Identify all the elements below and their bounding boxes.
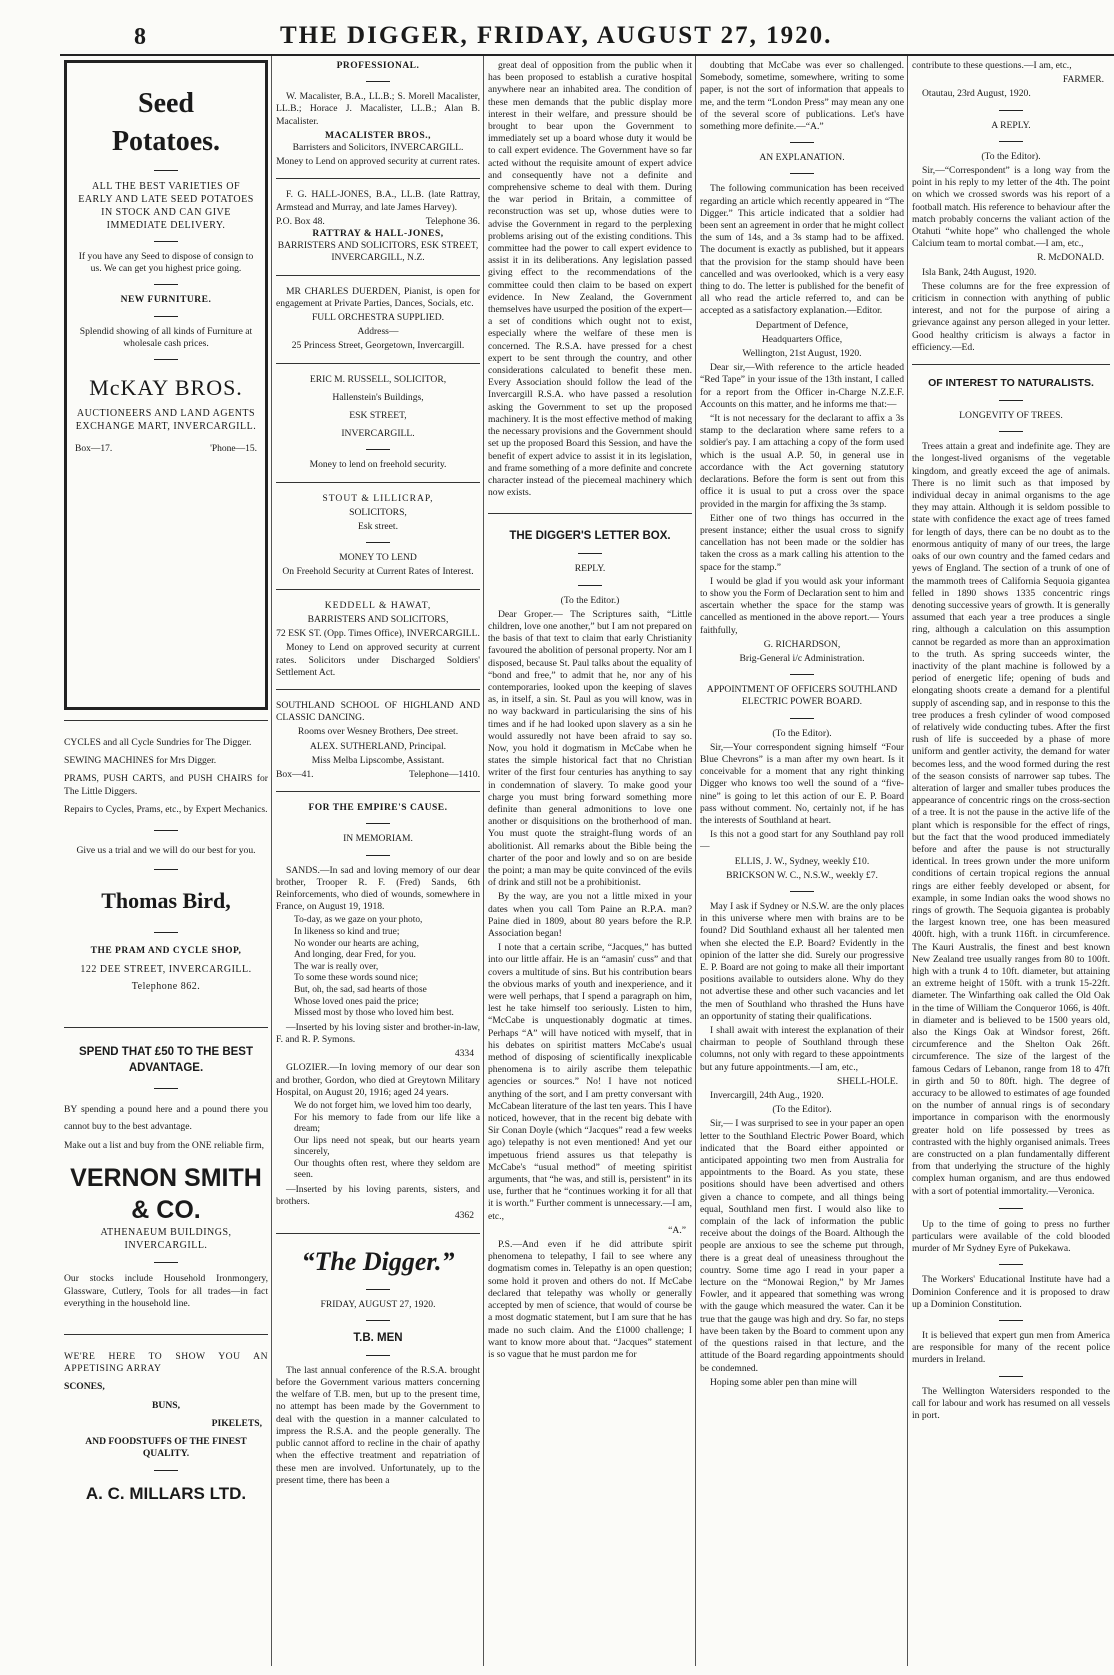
column-1 (64, 60, 268, 1660)
firm-line: AUCTIONEERS AND LAND AGENTS (76, 408, 256, 420)
letter-body: Dear sir,—With reference to the article headed “Red Tape” in your issue of the 13th instant, I called for a report from the Officer in-Charge N.Z.E.F. Accounts on this matter, and he informs me that:— (700, 362, 904, 410)
letter-date: Invercargill, 24th Aug., 1920. (710, 1090, 824, 1102)
ad-line: AND FOODSTUFFS OF THE FINEST QUALITY. (85, 1436, 247, 1460)
article-body: The last annual conference of the R.S.A. brought before the Government various matters concerning the welfare of T.B. men, but up to the present time, no attempt has been made by the Government to deal with the question in a manner calculated to impress the R.S.A. and the people generally. The public cannot afford to recline in the chair of apathy when the effective treatment and repatriation of these men are involved. Unfortunately, up to the present time, there has been a (276, 1364, 480, 1486)
letter-salutation: (To the Editor). (772, 1104, 832, 1116)
firm-name: RATTRAY & HALL-JONES, (312, 229, 444, 240)
phone-number: 'Phone—15. (210, 444, 257, 455)
column-divider (907, 56, 908, 1666)
article-body: The following communication has been received regarding an article which recently appeared in “The Digger.” This article indicated that a soldier had been sent an agreement in order that he might collect the sum of 14s, and a 3s stamp had to be affixed. The document is exactly as published, but it appears that the provision for the stamp should have been cancelled and was overlooked, which is a very easy thing to do. The letter is published for the benefit of all who read the article referred to, and can be accepted as a satisfactory explanation.—Editor. (700, 183, 904, 317)
ad-body: Money to Lend on approved security at current rates. (276, 156, 480, 168)
letter-body: By the way, are you not a little mixed in your dates when you call Tom Paine an R.P.A. man? Paine died in 1809, about 80 years before the R.P. Association began! (488, 891, 692, 939)
ad-body: Hallenstein's Buildings, (332, 391, 424, 403)
column-4 (700, 60, 904, 1660)
ad-body: Money to Lend on approved security at current rates. Solicitors under Discharged Soldiers' Settlement Act. (276, 642, 480, 678)
ad-body: BARRISTERS AND SOLICITORS, ESK STREET, INVERCARGILL, N.Z. (277, 240, 479, 264)
shop-address: 122 DEE STREET, INVERCARGILL. (80, 964, 252, 976)
ad-note: If you have any Seed to dispose of consign to us. We can get you highest price going. (78, 251, 254, 275)
ad-body: Our stocks include Household Ironmongery, Glassware, Cutlery, Tools for all trades—in fact everything in the household line. (64, 1273, 268, 1309)
ad-body: 25 Princess Street, Georgetown, Invercargill. (291, 340, 465, 352)
editor-note: These columns are for the free expression of criticism in connection with anything of public interest, and not for the purpose of airing a grievance against any person alleged in your letter. Good healthy criticism is always a factor in efficiency.—Ed. (912, 280, 1110, 353)
ad-line: SCONES, (64, 1381, 105, 1393)
letter-body: doubting that McCabe was ever so challenged. Somebody, sometime, somewhere, writing to some paper, is not the sort of information that appeals to me, and the term “London Press” may mean any one of the several score of publications. Let's have something more definite.—“A.” (700, 60, 904, 133)
letter-body: I would be glad if you would ask your informant to show you the Form of Declaration sent to him and ascertain whether the space for the stamp was cancelled as mentioned in the above report.— Yours faithfully, (700, 575, 904, 636)
letter-address: Department of Defence, (755, 319, 849, 331)
shop-telephone: Telephone 862. (131, 981, 201, 993)
letter-salutation: (To the Editor.) (560, 594, 620, 606)
section-heading: FOR THE EMPIRE'S CAUSE. (308, 803, 448, 814)
ad-body: MR CHARLES DUERDEN, Pianist, is open for engagement at Private Parties, Dances, Socials, etc. (276, 285, 480, 309)
letter-body: I shall await with interest the explanation of their chairman to people of Southland through these columns, not only with regard to these appointments but any future appointments.—I am, etc., (700, 1025, 904, 1073)
news-item: Up to the time of going to press no further particulars were available of the cold blooded murder of Mr Sydney Eyre of Pukekawa. (912, 1218, 1110, 1255)
ad-subheading: NEW FURNITURE. (120, 295, 212, 306)
section-heading: OF INTEREST TO NATURALISTS. (928, 377, 1094, 390)
ad-body: Rooms over Wesney Brothers, Dee street. (297, 726, 459, 738)
ad-body: FULL ORCHESTRA SUPPLIED. (311, 312, 445, 324)
ad-heading: Seed (138, 88, 194, 119)
letter-signature: SHELL-HOLE. (836, 1075, 898, 1087)
box-number: P.O. Box 48. (276, 215, 325, 227)
ad-body: INVERCARGILL. (341, 428, 415, 440)
ad-body: MONEY TO LEND (339, 552, 417, 564)
ad-line: CYCLES and all Cycle Sundries for The Digger. (64, 737, 252, 748)
memoriam-credit: —Inserted by his loving parents, sisters, and brothers. (276, 1184, 480, 1208)
ad-body: SOUTHLAND SCHOOL OF HIGHLAND AND CLASSIC DANCING. (276, 699, 480, 724)
article-heading: AN EXPLANATION. (759, 152, 845, 164)
ad-body: Money to lend on freehold security. (309, 459, 447, 471)
memoriam-notice: GLOZIER.—In loving memory of our dear son and brother, Gordon, who died at Greytown Military Hospital, on August 20, 1916; aged 24 years. (276, 1062, 480, 1098)
letter-body: Is this not a good start for any Southland pay roll— (700, 829, 904, 853)
notice-number: 4362 (454, 1210, 474, 1222)
ad-body: ALL THE BEST VARIETIES OF EARLY AND LATE SEED POTATOES IN STOCK AND CAN GIVE IMMEDIATE DELIVERY. (78, 181, 254, 231)
ad-line: SEWING MACHINES for Mrs Digger. (64, 755, 217, 767)
ad-line: Repairs to Cycles, Prams, etc., by Expert Mechanics. (64, 803, 268, 815)
memoriam-notice: SANDS.—In sad and loving memory of our dear brother, Trooper R. F. (Fred) Sands, 6th Reinforcements, who died of wounds, somewhere in France, on August 19, 1918. (276, 864, 480, 913)
letter-date: Isla Bank, 24th August, 1920. (922, 266, 1037, 278)
firm-name: A. C. MILLARS LTD. (85, 1484, 247, 1504)
editorial-masthead: “The Digger.” (301, 1246, 455, 1276)
ad-body: Esk street. (358, 521, 398, 533)
ad-body: SOLICITORS, (349, 506, 407, 518)
phone-number: Telephone 36. (425, 215, 480, 227)
letter-address: Wellington, 21st August, 1920. (742, 348, 862, 360)
editorial-date: FRIDAY, AUGUST 27, 1920. (320, 1298, 436, 1310)
ad-body: On Freehold Security at Current Rates of Interest. (282, 566, 474, 578)
newspaper-title: THE DIGGER, FRIDAY, AUGUST 27, 1920. (280, 22, 833, 49)
firm-name: McKAY BROS. (89, 375, 243, 401)
page-number: 8 (134, 24, 146, 50)
firm-line: EXCHANGE MART, INVERCARGILL. (75, 421, 257, 433)
letter-heading: REPLY. (574, 563, 606, 575)
letter-salutation: (To the Editor). (981, 150, 1041, 162)
letter-heading: A REPLY. (991, 119, 1031, 131)
letter-date: Otautau, 23rd August, 1920. (922, 88, 1031, 100)
article-heading: LONGEVITY OF TREES. (959, 410, 1063, 422)
letter-body: Hoping some abler pen than mine will (710, 1376, 858, 1388)
ad-body: Make out a list and buy from the ONE reliable firm, (64, 1140, 265, 1152)
firm-address: ATHENAEUM BUILDINGS, (100, 1227, 232, 1239)
letter-body: Dear Groper.— The Scriptures saith, “Little children, love one another,” but I am not prepared on the basis of that text to claim that early Christianity favoured the abolition of personal property. Nor am I disposed, because St. Paul talks about the equality of “bond and free,” to admit that he, nor any of his contemporaries, looked upon the keeping of slaves as, in itself, a sin. St. Paul as you will know, was in no way backward in particularising the sins of his times and if he had looked upon slavery as a sin he would assuredly not have been afraid to say so. Now, you hold it dogmatism in McCabe when he states the simple historical fact that no Christian writer of the first four centuries has anything to say in condemnation of slavery. To make good your charge you must bring forward something more definite than general admonitions to love one another or disquisitions on the brotherhood of man. You must quote the straight-flung words of an abolitionist. All remarks about the Bible being the charter of the poor and lowly and so on are beside the point; a man may be quite convinced of the evils of drink and still not be a prohibitionist. (488, 608, 692, 889)
pay-roll-entry: ELLIS, J. W., Sydney, weekly £10. (734, 855, 870, 867)
firm-name: KEDDELL & HAWAT, (324, 599, 432, 611)
firm-name: Thomas Bird, (101, 888, 231, 914)
box-number: Box—41. (276, 768, 314, 780)
memoriam-poem: To-day, as we gaze on your photo, In likeness so kind and true; No wonder our hearts are aching, And longing, dear Fred, for you. The war is really over, To some these words sound nice; But, oh, the sad, sad hearts of those Whose loved ones paid the price; Missed most by those who loved him best. (294, 915, 454, 1019)
letter-signature: R. McDONALD. (1037, 252, 1104, 264)
section-heading: IN MEMORIAM. (343, 833, 413, 845)
letter-signature: FARMER. (1062, 74, 1104, 86)
firm-name: STOUT & LILLICRAP, (322, 492, 434, 504)
letter-salutation: (To the Editor). (772, 727, 832, 739)
letter-signature: G. RICHARDSON, (763, 638, 841, 650)
memoriam-poem: We do not forget him, we loved him too dearly, For his memory to fade from our life like a dream; Our lips need not speak, but our hearts yearn sincerely, Our thoughts often rest, where they seldom are seen. (294, 1100, 480, 1181)
ad-line: BUNS, (152, 1399, 180, 1411)
firm-name: ERIC M. RUSSELL, SOLICITOR, (309, 373, 447, 385)
ad-body: Address— (357, 326, 399, 338)
news-item: It is believed that expert gun men from America are responsible for many of the recent police murders in Ireland. (912, 1330, 1110, 1366)
firm-name: MACALISTER BROS., (325, 130, 431, 141)
ad-heading: Potatoes. (111, 126, 221, 157)
box-number: Box—17. (75, 444, 113, 455)
column-5 (912, 60, 1110, 1660)
article-heading: T.B. MEN (353, 1331, 403, 1344)
letter-body: Either one of two things has occurred in the present instance; either the usual cross to signify cancellation has not been made or the soldier has taken the cross as a mark calling his attention to the space for the stamp.” (700, 512, 904, 573)
masthead-rule (60, 54, 1114, 56)
letter-body: Sir,—“Correspondent” is a long way from the point in his reply to my letter of the 4th. The point on which we crossed swords was his report of a football match. His reference to behaviour after the match probably concerns the valiant action of the Otahuti “white hope” who challenged the whole Calcium team to mortal combat.—I am, etc., (912, 165, 1110, 250)
letter-body: contribute to these questions.—I am, etc., (912, 60, 1072, 71)
ad-note: Splendid showing of all kinds of Furniture at wholesale cash prices. (79, 325, 253, 349)
memoriam-credit: —Inserted by his loving sister and brother-in-law, F. and R. P. Symons. (276, 1021, 480, 1045)
ad-body: BARRISTERS AND SOLICITORS, (307, 613, 449, 625)
article-heading: APPOINTMENT OF OFFICERS SOUTHLAND ELECTRIC POWER BOARD. (706, 684, 898, 708)
ad-body: Miss Melba Lipscombe, Assistant. (311, 754, 445, 766)
letter-body: I note that a certain scribe, “Jacques,” has butted into our little affair. He is an “amasin' cuss” and that covers a multitude of sins. But his contribution bears the obvious marks of youth and inexperience, and it were well perhaps, that I spend a paragraph on him, lest he take himself too seriously. Listen to him, “McCabe is unquestionably dogmatic at times. Perhaps “A” will have noticed with myself, that in his debates on spiritist matters McCabe's usual method of disposing of scientifically inexplicable phenomena is to airily ascribe them telepathic agencies or sources.” No! I have not noticed anything of the sort, and I am pretty conversant with McCabean literature of the last ten years. This I have noticed, however, that in the recent big debate with Sir Conan Doyle (which “Jacques” read a few weeks ago) telepathy is not even mentioned! And yet our impetuous friend assures us that telepathy is McCabe's “usual method” of meeting spiritist arguments, that “he was, and still is, persistent” in its use, further that he “continues working it for all that it is worth.” Further comment is unnecessary.—I am, etc., (488, 942, 692, 1222)
ad-line: Give us a trial and we will do our best for you. (76, 845, 256, 857)
pay-roll-entry: BRICKSON W. C., N.S.W., weekly £7. (726, 869, 878, 881)
column-2 (276, 60, 480, 1660)
ad-body: W. Macalister, B.A., LL.B.; S. Morell Macalister, LL.B.; Horace J. Macalister, LL.B.; Alan B. Macalister. (276, 91, 480, 127)
firm-address: INVERCARGILL. (124, 1240, 208, 1252)
letter-body: Sir,— I was surprised to see in your paper an open letter to the Southland Electric Power Board, which indicated that the Board either appointed or anticipated appointing two men from Australia for appointments to the Board. As you state, these positions should have been advertised and others given a chance to compete, and all things being equal, Southland men first. I would also like to complain of the lack of information the public receive about the doings of the Board. Although the people are anxious to see the scheme put through, there is a great deal of uneasiness throughout the country. Some time ago I read in your paper a lecture on the “Monowai Region,” by Mr James Fowler, and it appeared that something was wrong with the gauge which measured the water. Can it be true that the gauge was high and dry. So far, no steps have been taken by the Board to comment upon any of the questions raised in that lecture, and the attitude of the Board regarding appointments should be condemned. (700, 1118, 904, 1374)
column-divider (271, 56, 272, 1666)
ad-body: BY spending a pound here and a pound there you cannot buy to the best advantage. (64, 1104, 268, 1133)
ad-body: ALEX. SUTHERLAND, Principal. (309, 740, 447, 752)
section-heading: THE DIGGER'S LETTER BOX. (509, 530, 671, 543)
letter-body: Sir,—Your correspondent signing himself “Four Blue Chevrons” is a man after my own heart. Is it conceivable for a moment that any right thinking Digger who knows too well the sound of a “five-nine” is going to let this action of our E. P. Board pass without comment. No, certainly not, if he has the interests of Southland at heart. (700, 741, 904, 826)
letter-signature: “A.” (668, 1224, 686, 1236)
ad-line: PRAMS, PUSH CARTS, and PUSH CHAIRS for The Little Diggers. (64, 773, 268, 797)
column-divider (483, 56, 484, 1666)
column-divider (695, 56, 696, 1666)
notice-number: 4334 (454, 1048, 474, 1060)
article-body: Trees attain a great and indefinite age. They are the longest-lived organisms of the vegetable kingdom, and greatly exceed the age of animals. There is no limit such as that imposed by individual decay in animal organisms to the age they may attain. Although it is seldom possible to state with confidence the exact age of trees famed for length of days, there can be no doubt as to the enormous antiquity of many of our trees, the large oaks of our own country and the famed cedars and yews of England. The section of a trunk of one of the mammoth trees of California Sequoia gigantea felled in 1890 shows 1335 concentric rings denoting successive years of growth. It is generally assumed that each year a tree produces a single ring, although a calculation on this assumption cannot be regarded as more than an approximation to the truth. As spring succeeds winter, the inactivity of the plant machine is followed by a period of energetic life; opening of buds and elongating shoots create a demand for a plentiful supply of ascending sap, and in response to this the tree produces a fresh cylinder of wood composed of relatively wide conducting tubes. After the first rush of life is succeeded by a phase of more uniform and gentler activity, the demand for water becomes less, and the wood formed during the rest of the season consists of narrower sap tubes. The alteration of larger and smaller tubes produces the appearance of concentric rings on the cross-section of a tree. It is not the pause in the active life of the plant which is responsible for the effect of rings, but the fact that the wood produced immediately before and after the pause is not structurally identical. In trees grown under the more uniform conditions of certain tropical regions the annual rings are either feebly developed or absent, for example, in some Indian oaks the wood shows no rings of growth. The Sequoia gigantea is probably the largest known tree, one has been measured 400ft. high, with a trunk 116ft. in circumference. The Kauri Australis, the finest and best known New Zealand tree usually ranges from 80 to 100ft. high with a trunk 4 to 10ft. diameter, but attaining an extreme height of 150ft. with a trunk 15-22ft. diameter. The Winfarthing oak called the Old Oak in the time of William the Conqueror 1066, is 40ft. in diameter and is believed to be 1500 years old, also the Kings Oak at Windsor forest, 26ft. circumference and the Shelton Oak 26ft. circumference. The size of the largest of the famous Cedars of Lebanon, range from 18 to 47ft in girth and 50 to 80ft. high. The degree of accuracy to be allowed to estimates of age founded on the number of annual rings is of secondary importance in comparison with the enormously greater hold on life possessed by trees as contrasted with the highly organised animals. Trees are constructed on a plan fundamentally different from that underlying the structure of the highly complex human organism, and are thus endowed with a sort of potential immortality.—Veronica. (912, 441, 1110, 1197)
ad-line: WE'RE HERE TO SHOW YOU AN APPETISING ARRAY (64, 1351, 268, 1375)
masthead (0, 22, 1114, 52)
ad-body: 72 ESK ST. (Opp. Times Office), INVERCARGILL. (276, 628, 480, 640)
shop-name: THE PRAM AND CYCLE SHOP, (90, 946, 242, 957)
news-item: The Workers' Educational Institute have had a Dominion Conference and it is proposed to draw up a Dominion Constitution. (912, 1274, 1110, 1310)
letter-address: Headquarters Office, (761, 333, 843, 345)
article-body: great deal of opposition from the public when it has been proposed to establish a curative hospital anywhere near an inhabited area. The condition of these men demands that the public display more interest in their welfare, and pressure should be brought to bear upon the Government to immediately set up a board whose duty it would be to call expert evidence. The Government have so far acted without the requisite amount of expert advice and consequently have not a definite and comprehensive scheme to deal with them. During the war period in Britain, a committee of reconstruction was set up, whose duties were to advise the Government in regard to the perplexing problems arising out of the existing conditions. This committee had the power to call expert evidence to assist it in its deliberations. Any legislation passed giving effect to the recommendations of the committee could then claim to be based on expert evidence. In New Zealand, the Government themselves have usurped the position of the expert—a set of conditions which ought not to exist, especially where the welfare of these men is concerned. The R.S.A. have pressed for a chest expert to be sent through the country, and other considerations calculated to benefit these men. Every Association should follow the lead of the Invercargill R.S.A. who have passed a resolution asking the Government to set up the proposed machinery. It is the most effective method of making the necessary provisions and the Government should set up the proposed Board this Session, and have the benefit of expert advice to assist it in its legislation, and frame something of a more definite and concrete character instead of the piecemeal machinery which now exists. (488, 60, 692, 499)
firm-name: VERNON SMITH & CO. (70, 1164, 262, 1225)
seed-potatoes-ad (64, 60, 268, 710)
ad-body: Barristers and Solicitors, INVERCARGILL. (292, 142, 464, 154)
section-heading: PROFESSIONAL. (336, 61, 420, 71)
letter-body: P.S.—And even if he did attribute spirit phenomena to telepathy, I fail to see where any dogmatism comes in. Telepathy is an open question; some hold it proven and others do not. If McCabe declared that telepathy was wholly or generally accepted by men of science, that would of course be a most dogmatic statement, but I am sure that he has made no such claim. And the £1000 challenge; I want to know more about that. “Jacques” statement is so vague that he must pardon me for (488, 1239, 692, 1360)
ad-line: PIKELETS, (211, 1417, 262, 1429)
news-item: The Wellington Watersiders responded to the call for labour and work has resumed on all vessels in port. (912, 1385, 1110, 1422)
phone-number: Telephone—1410. (409, 768, 480, 780)
letter-body: May I ask if Sydney or N.S.W. are the only places in this universe where men with brains are to be found? Did Southland exhaust all her talented men when she elected the E.P. Board? Evidently in the opinion of the latter she did. Surely our progressive E. P. Board are not going to make all their important positions available to outsiders alone. Why do they not advertise these and other such vacancies and let the men of Southland who thrashed the Huns have an opportunity of stating their qualifications. (700, 900, 904, 1022)
column-3 (488, 60, 692, 1660)
letter-signature: Brig-General i/c Administration. (739, 652, 865, 664)
ad-heading: SPEND THAT £50 TO THE BEST ADVANTAGE. (78, 1046, 254, 1075)
ad-body: ESK STREET, (349, 410, 407, 422)
ad-body: F. G. HALL-JONES, B.A., LL.B. (late Rattray, Armstead and Murray, and late James Harvey). (276, 189, 480, 213)
letter-body: “It is not necessary for the declarant to affix a 3s stamp to the declaration where same refers to a soldier's pay. I am attaching a copy of the form used which is the usual A.P. 50, in general use in accordance with the Act governing statutory declarations. Before the form is sent out from this office it is usual to put a cross over the space provided in the margin for affixing the 3s stamp. (700, 413, 904, 510)
